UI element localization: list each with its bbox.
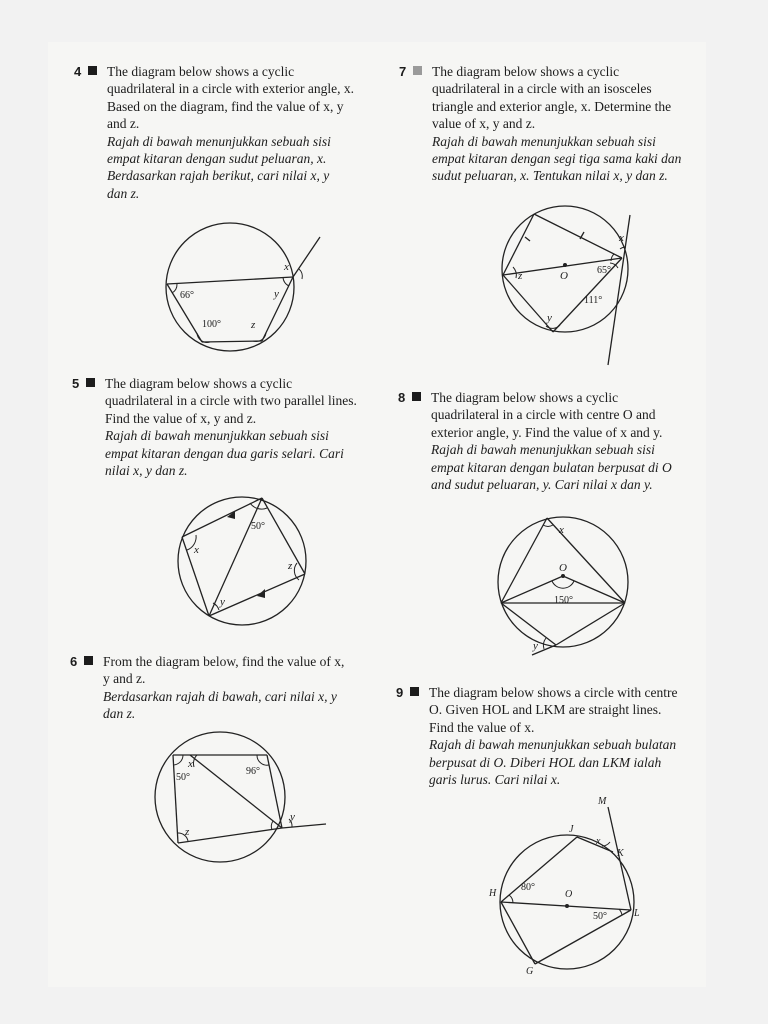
angle-label: y — [547, 312, 552, 324]
english-line: quadrilateral in a circle with centre O and — [431, 407, 656, 423]
angle-label: 50° — [251, 521, 265, 532]
question-number: 7 — [399, 64, 407, 79]
english-line: The diagram below shows a cyclic — [107, 64, 295, 79]
centre-label: O — [559, 562, 567, 574]
centre-label: O — [560, 270, 568, 282]
question-text — [105, 375, 357, 479]
angle-label: y — [533, 640, 538, 652]
diagram-q7 — [490, 205, 650, 375]
english-line: y and z. — [103, 671, 146, 687]
malay-line: empat kitaran dengan dua garis selari. Cari — [105, 445, 344, 461]
question-marker-icon — [412, 392, 421, 401]
point-label: M — [598, 796, 607, 807]
malay-line: nilai x, y dan z. — [105, 463, 188, 479]
english-line: quadrilateral in a circle with an isosceles — [432, 81, 652, 97]
english-line: quadrilateral in a circle with exterior angle, x. — [107, 81, 355, 97]
question-number: 9 — [396, 685, 404, 700]
english-line: Find the value of x. — [429, 719, 535, 735]
english-line: quadrilateral in a circle with two parallel lines. — [105, 393, 357, 409]
english-line: value of x, y and z. — [432, 116, 536, 132]
malay-line: Rajah di bawah menunjukkan sebuah bulatan — [429, 737, 677, 753]
angle-label: 150° — [554, 595, 573, 606]
angle-label: y — [274, 288, 279, 300]
question-marker-icon — [84, 656, 93, 665]
malay-line: dan z. — [103, 706, 136, 722]
question-marker-icon — [86, 378, 95, 387]
angle-label: y — [220, 596, 225, 608]
english-line: From the diagram below, find the value of x, — [103, 654, 345, 669]
english-line: The diagram below shows a cyclic — [105, 376, 293, 391]
question-text — [103, 653, 344, 723]
point-label: L — [634, 908, 640, 919]
english-line: exterior angle, y. Find the value of x and y. — [431, 424, 663, 440]
centre-label: O — [565, 889, 573, 900]
english-line: O. Given HOL and LKM are straight lines. — [429, 702, 662, 718]
point-label: K — [617, 848, 624, 859]
question-marker-icon — [410, 687, 419, 696]
angle-label: x — [619, 232, 624, 244]
angle-label: 96° — [246, 766, 260, 777]
diagram-q6 — [150, 725, 335, 875]
angle-label: x — [188, 758, 193, 770]
malay-line: empat kitaran dengan bulatan berpusat di O — [431, 459, 672, 475]
english-line: Based on the diagram, find the value of x, y — [107, 98, 344, 114]
angle-label: y — [290, 811, 295, 823]
diagram-q5 — [165, 495, 325, 635]
angle-label: 100° — [202, 319, 221, 330]
point-label: G — [526, 966, 534, 977]
malay-line: Rajah di bawah menunjukkan sebuah sisi — [432, 133, 656, 149]
angle-label: 65° — [597, 265, 611, 276]
point-label: J — [569, 824, 574, 835]
malay-line: empat kitaran dengan sudut peluaran, x. — [107, 151, 327, 167]
english-line: and z. — [107, 116, 140, 132]
question-marker-icon — [413, 66, 422, 75]
question-number: 6 — [70, 654, 78, 669]
angle-label: z — [185, 826, 190, 838]
question-number: 4 — [74, 64, 82, 79]
angle-label: 50° — [176, 772, 190, 783]
malay-line: empat kitaran dengan segi tiga sama kaki dan — [432, 151, 682, 167]
malay-line: Berdasarkan rajah di bawah, cari nilai x, y — [103, 688, 337, 704]
angle-label: 111° — [584, 295, 603, 306]
angle-label: x — [559, 524, 564, 536]
question-marker-icon — [88, 66, 97, 75]
english-line: The diagram below shows a cyclic — [432, 64, 620, 79]
malay-line: Rajah di bawah menunjukkan sebuah sisi — [431, 442, 655, 458]
question-number: 5 — [72, 376, 80, 391]
angle-label: 80° — [521, 882, 535, 893]
english-line: triangle and exterior angle, x. Determine the — [432, 98, 672, 114]
angle-label: x — [596, 836, 601, 847]
english-line: Find the value of x, y and z. — [105, 410, 257, 426]
malay-line: and sudut peluaran, y. Cari nilai x dan y. — [431, 477, 653, 493]
malay-line: garis lurus. Cari nilai x. — [429, 772, 561, 788]
malay-line: berpusat di O. Diberi HOL dan LKM ialah — [429, 754, 662, 770]
english-line: The diagram below shows a circle with centre — [429, 685, 678, 700]
question-text — [431, 389, 672, 493]
question-text — [432, 63, 681, 185]
malay-line: sudut peluaran, x. Tentukan nilai x, y dan z. — [432, 168, 668, 184]
english-line: The diagram below shows a cyclic — [431, 390, 619, 405]
diagram-q4 — [150, 215, 340, 365]
angle-label: z — [288, 560, 293, 572]
angle-label: x — [284, 261, 289, 273]
malay-line: Rajah di bawah menunjukkan sebuah sisi — [107, 133, 331, 149]
point-label: H — [489, 888, 497, 899]
angle-label: z — [251, 319, 256, 331]
malay-line: Rajah di bawah menunjukkan sebuah sisi — [105, 428, 329, 444]
malay-line: Berdasarkan rajah berikut, cari nilai x, y — [107, 168, 330, 184]
diagram-q8 — [498, 505, 638, 665]
angle-label: x — [194, 544, 199, 556]
angle-label: z — [518, 270, 523, 282]
question-text — [107, 63, 354, 202]
angle-label: 50° — [593, 911, 607, 922]
question-text — [429, 684, 678, 788]
diagram-q9 — [485, 792, 655, 977]
malay-line: dan z. — [107, 185, 140, 201]
angle-label: 66° — [180, 290, 194, 301]
question-number: 8 — [398, 390, 406, 405]
